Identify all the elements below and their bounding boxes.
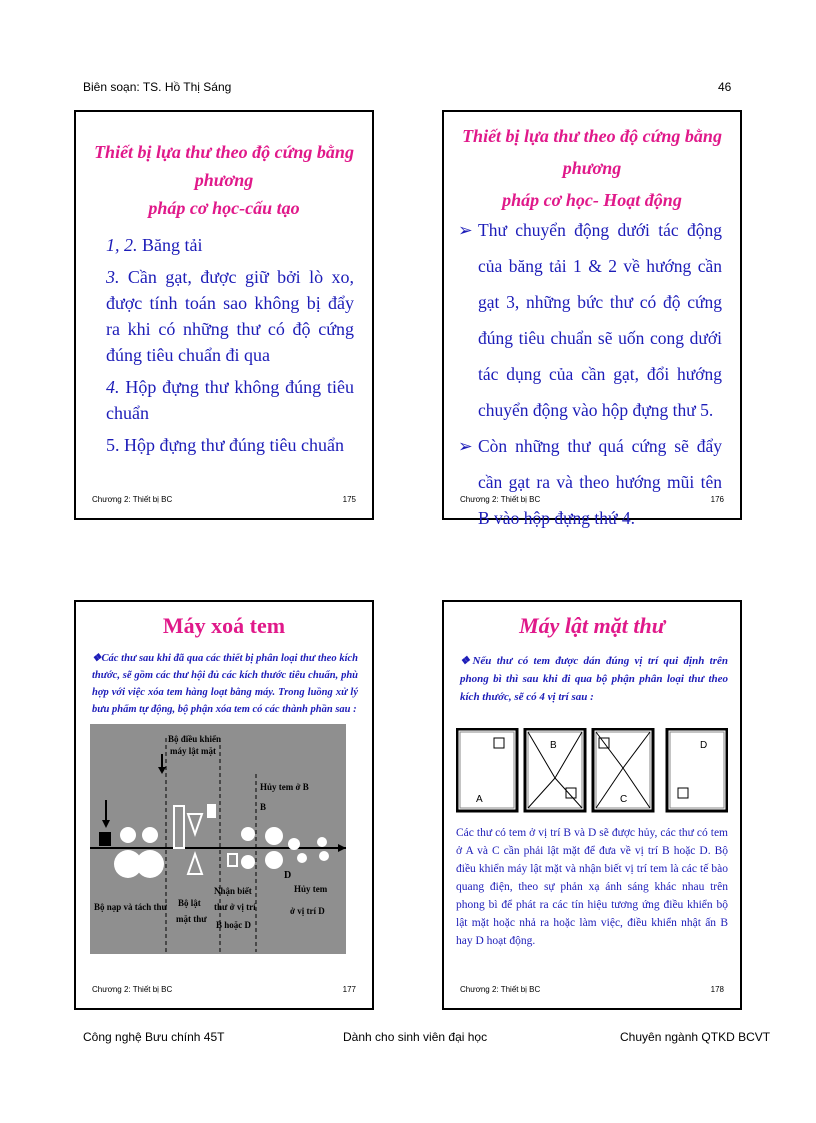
slide-175-title-line2: pháp cơ học-cấu tạo: [148, 198, 300, 218]
page-header-author: Biên soạn: TS. Hồ Thị Sáng: [83, 80, 232, 94]
diagram-label: Nhận biết: [214, 886, 252, 896]
item-number: 1, 2.: [106, 235, 138, 255]
list-item: [458, 212, 722, 428]
slide-177-footer-right: 177: [342, 985, 356, 994]
list-item: [106, 232, 354, 258]
slide-178-intro: [460, 652, 728, 706]
arrow-bullet-icon: ➢: [458, 220, 473, 240]
diagram-label: B hoặc D: [216, 920, 252, 930]
slide-176-bullets: [458, 212, 722, 536]
envelope-D: [667, 729, 727, 811]
item-text: Cần gạt, được giữ bởi lò xo, được tính toán sao không bị đẩy ra khi có những thư có độ cứng đúng tiêu chuẩn đi qua: [106, 267, 354, 365]
slide-176-title-line1: Thiết bị lựa thư theo độ cứng bằng phương: [462, 126, 722, 178]
list-item: [106, 432, 354, 458]
envelope-label: D: [700, 740, 708, 751]
item-number: 4.: [106, 377, 120, 397]
item-number: 3.: [106, 267, 120, 287]
diagram-label: ở vị trí D: [290, 906, 325, 916]
item-text: Thư chuyển động dưới tác động của băng tải 1 & 2 về hướng cần gạt 3, những bức thư có độ cứng đúng tiêu chuẩn sẽ uốn cong dưới tác dụng của cần gạt, đổi hướng chuyển động vào hộp đựng thư 5.: [478, 220, 722, 420]
slide-178-footer-right: 178: [710, 985, 724, 994]
slide-177: [74, 600, 374, 1010]
list-item: [458, 428, 722, 536]
arrow-bullet-icon: ➢: [458, 436, 473, 456]
envelope-B: [525, 729, 585, 811]
item-text: Băng tải: [137, 235, 203, 255]
slide-176-footer-right: 176: [710, 495, 724, 504]
diagram-label: Bộ lật: [178, 898, 201, 908]
page-number: 46: [718, 80, 732, 94]
slide-175-footer-left: Chương 2: Thiết bị BC: [92, 495, 173, 504]
slide-175-title-line1: Thiết bị lựa thư theo độ cứng bằng phương: [94, 142, 354, 190]
intro-text: Nếu thư có tem được dán đúng vị trí qui định trên phong bì thì sau khi đi qua bộ phận phân loại thư theo kích thước, sẽ có 4 vị trí sau :: [460, 655, 728, 703]
slide-176-title: [444, 120, 740, 216]
envelope-C: [593, 729, 653, 811]
diagram-label: B: [260, 802, 267, 812]
slide-177-title: Máy xoá tem: [162, 613, 286, 638]
page-footer-left: Công nghệ Bưu chính 45T: [83, 1030, 225, 1044]
item-text: Hộp đựng thư đúng tiêu chuẩn: [119, 435, 344, 455]
slide-177-intro: [92, 650, 358, 718]
list-item: [106, 264, 354, 368]
page-footer-center: Dành cho sinh viên đại học: [343, 1030, 488, 1044]
envelope-A: [457, 729, 517, 811]
envelope-label: C: [620, 794, 628, 805]
diagram-label: Bộ điều khiển: [168, 734, 222, 744]
intro-text: Các thư sau khi đã qua các thiết bị phân loại thư theo kích thước, sẽ gồm các thư hội đủ các kích thước tiêu chuẩn, phù hợp với việc xóa tem hàng loạt bằng máy. Trong luồng xử lý bưu phẩm tự động, bộ phận xóa tem có các thành phần sau :: [92, 653, 358, 715]
slide-176-footer-left: Chương 2: Thiết bị BC: [460, 495, 541, 504]
diamond-bullet-icon: ❖: [92, 653, 102, 664]
diagram-label: thư ở vị trí: [214, 902, 256, 912]
item-text: Còn những thư quá cứng sẽ đẩy cần gạt ra và theo hướng mũi tên B vào hộp đựng thứ 4.: [478, 436, 722, 528]
diagram-label: Hủy tem: [294, 884, 328, 894]
slide-177-footer-left: Chương 2: Thiết bị BC: [92, 985, 173, 994]
page-footer-right: Chuyên ngành QTKD BCVT: [620, 1030, 771, 1044]
diagram-label: D: [284, 870, 292, 881]
envelope-label: B: [550, 740, 557, 751]
envelope-positions-diagram: [456, 728, 728, 814]
diagram-label: Bộ nạp và tách thư: [94, 902, 167, 912]
diagram-label: máy lật mặt: [170, 746, 216, 756]
slide-178: [442, 600, 742, 1010]
slide-178-footer-left: Chương 2: Thiết bị BC: [460, 985, 541, 994]
item-number: 5.: [106, 435, 120, 455]
slide-176-title-line2: pháp cơ học- Hoạt động: [502, 190, 682, 210]
diagram-label: Hủy tem ở B: [260, 782, 309, 792]
slide-176: [442, 110, 742, 528]
slide-175-footer-right: 175: [342, 495, 356, 504]
cancellation-machine-diagram: [90, 724, 346, 954]
envelope-label: A: [476, 794, 483, 805]
slide-178-body: Các thư có tem ở vị trí B và D sẽ được hủy, các thư có tem ở A và C cần phải lật mặt để đưa về vị trí B hoặc D. Bộ điều khiển máy lật mặt và nhận biết vị trí tem là các tế bào quang điện, theo sự phản xạ ánh sáng khác nhau trên phong bì để phát ra các tín hiệu tương ứng điều khiển bộ lật mặt hoặc nhả ra hoặc làm việc, điều khiển nhật ấn B hay D hoạt động.: [456, 827, 728, 947]
item-text: Hộp đựng thư không đúng tiêu chuẩn: [106, 377, 354, 423]
list-item: [106, 374, 354, 426]
slide-175-list: [106, 232, 354, 458]
slide-175-title: [76, 138, 372, 222]
diamond-bullet-icon: ❖: [460, 655, 473, 667]
slide-178-title: Máy lật mặt thư: [519, 613, 665, 638]
diagram-label: mặt thư: [176, 914, 207, 924]
slide-175: [74, 110, 374, 520]
